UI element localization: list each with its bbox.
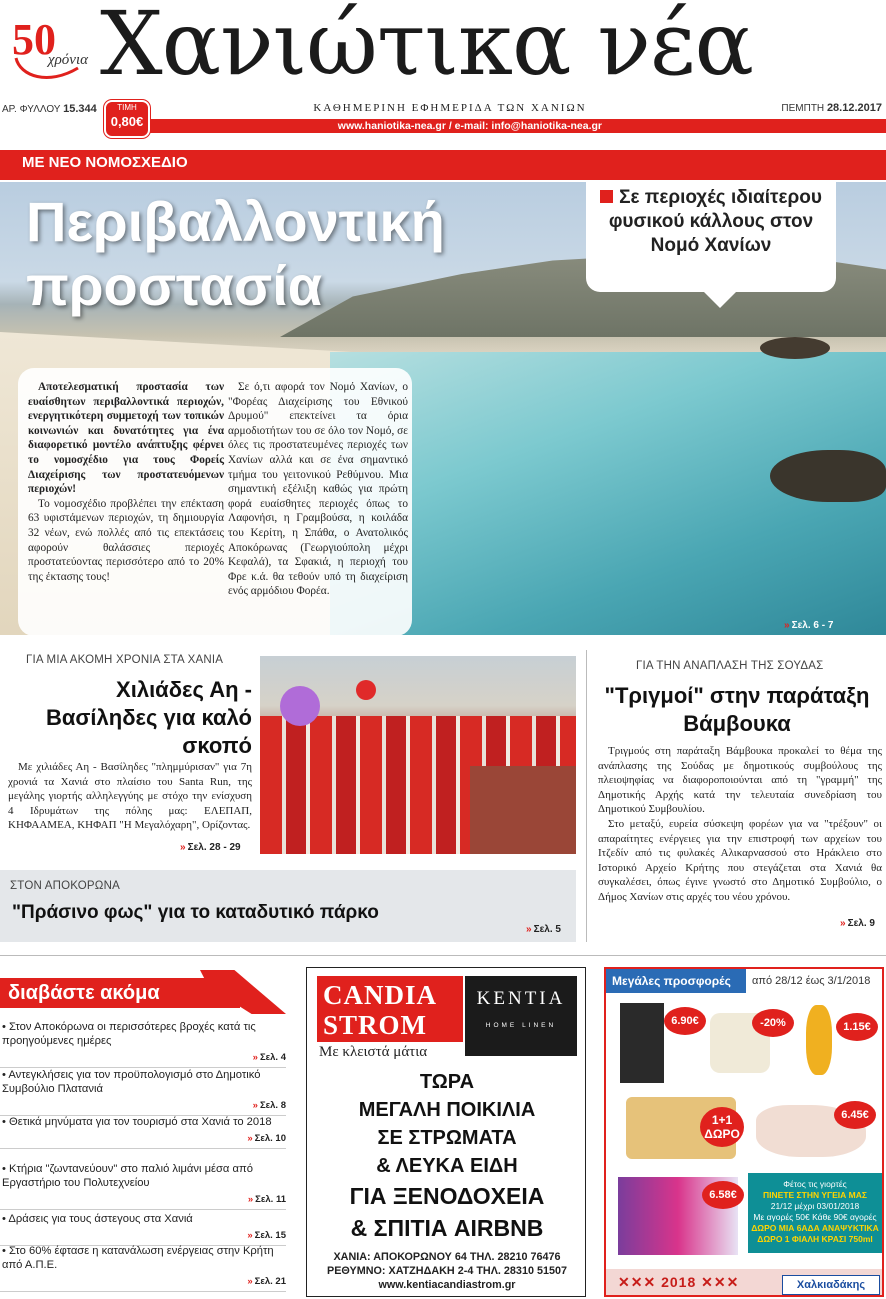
promo-badge: 1+1 ΔΩΡΟ — [700, 1107, 744, 1147]
read-more-item[interactable]: • Κτήρια "ζωντανεύουν" στο παλιό λιμάνι μέσα από Εργαστήριο του Πολυτεχνείου » Σελ. 11 — [0, 1162, 286, 1210]
chalkiadakis-logo: Χαλκιαδάκης — [782, 1275, 880, 1295]
web-contact-bar[interactable]: www.haniotika-nea.gr / e-mail: info@haniotika-nea.gr — [150, 119, 886, 133]
candia-strom-logo: CANDIA STROM — [317, 976, 463, 1042]
column-divider — [586, 650, 587, 942]
ad-address: ΧΑΝΙΑ: ΑΠΟΚΟΡΩΝΟΥ 64 ΤΗΛ. 28210 76476 ΡΕΘΥΜΝΟ: ΧΑΤΖΗΔΑΚΗ 2-4 ΤΗΛ. 28310 51507 www.kentiacandiastrom.gr — [327, 1251, 567, 1291]
section-bar — [0, 150, 886, 180]
tagline: ΚΑΘΗΜΕΡΙΝΗ ΕΦΗΜΕΡΙΔΑ ΤΩΝ ΧΑΝΙΩΝ — [313, 102, 587, 114]
price-badge: 6.90€ — [664, 1007, 706, 1035]
chevron-right-icon: » — [784, 620, 790, 631]
read-more-item[interactable]: • Στο 60% έφτασε η κατανάλωση ενέργειας στην Κρήτη από Α.Π.Ε. » Σελ. 21 — [0, 1244, 286, 1292]
ad-footer — [606, 1269, 884, 1297]
price-value: 0,80€ — [110, 114, 144, 129]
park-kicker: ΣΤΟΝ ΑΠΟΚΟΡΩΝΑ — [10, 880, 120, 892]
section-divider — [0, 955, 886, 956]
anniversary-number: 50 — [12, 15, 56, 64]
lead-headline[interactable]: Περιβαλλοντική προστασία — [26, 190, 445, 317]
read-more-item[interactable]: • Θετικά μηνύματα για τον τουρισμό στα Χανιά το 2018 » Σελ. 10 — [0, 1115, 286, 1149]
lead-paragraph-2: Σε ό,τι αφορά τον Νομό Χανίων, ο "Φορέας Διαχείρισης του Εθνικού Δρυμού" επεκτείνει τα όρια αρμοδιοτήτων του σε όλο τον Νομό, σε όλες τις προστατευμένες περιοχές των Χανίων αλλά και σε ένα σημαντικό τμήμα του γειτονικού Ρεθύμνου. Μια σημαντική εξέλιξη καθώς για πρώτη φορά ευαίσθητες περιοχές όπως το Λαφονήσι, η Γραμβούσα, η κοιλάδα του Κερίτη, η Σπάθα, ο Ανατολικός Αποκόρωνας (Γεωργιούπολη μέχρι Κεφαλά), τα Σφακιά, η περιοχή του Φρε κ.ά. θα τεθούν υπό τη διαχείριση ενός αρμόδιου Φορέα. — [228, 381, 408, 598]
chevron-right-icon: » — [180, 842, 186, 853]
souda-kicker: ΓΙΑ ΤΗΝ ΑΝΑΠΛΑΣΗ ΤΗΣ ΣΟΥΔΑΣ — [636, 660, 824, 672]
read-more-item[interactable]: • Στον Αποκόρωνα οι περισσότερες βροχές κατά τις προηγούμενες ημέρες » Σελ. 4 — [0, 1020, 286, 1068]
promo-box: Φέτος τις γιορτές ΠΙΝΕΤΕ ΣΤΗΝ ΥΓΕΙΑ ΜΑΣ 21/12 μέχρι 03/01/2018 Με αγορές 50€ Κάθε 90€ αγορές ΔΩΡΟ ΜΙΑ 6ΑΔΑ ΑΝΑΨΥΚΤΙΚΑ ΔΩΡΟ 1 ΦΙΑΛΗ ΚΡΑΣΙ 750ml — [748, 1173, 882, 1253]
lead-paragraph-1: Το νομοσχέδιο προβλέπει την επέκταση 63 υφιστάμενων περιοχών, τη δημιουργία 32 νέων, ενώ πολλές από τις επεκτάσεις αφορούν θαλάσσιες περιοχές προστατεύοντας περισσότερο από το 20% της έκτασης τους! — [28, 497, 224, 583]
bullet-square-icon — [600, 190, 613, 203]
newspaper-title: Χανιώτικα νέα — [100, 0, 753, 95]
price-badge: 6.45€ — [834, 1101, 876, 1129]
kentia-logo: KENTIA HOME LINEN — [465, 976, 577, 1056]
lead-text-box — [18, 368, 412, 636]
issue-number: ΑΡ. ΦΥΛΛΟΥ 15.344 — [2, 103, 97, 115]
souda-text: Τριγμούς στη παράταξη Βάμβουκα προκαλεί το θέμα της ανάπλασης της Σούδας με δημοτικούς συμβούλους της πλειοψηφίας να διαφοροποιούνται από τη "γραμμή" της Δημοτικής Αρχής κατά την τελευταία συνεδρίαση του Δημοτικού Συμβουλίου. Στο μεταξύ, ευρεία σύσκεψη φορέων για να "τρέξουν" οι απαραίτητες ενέργειες για την επιστροφή των αρχείων του Ιτζεδίν από τις φυλακές Αλικαρνασσού στο Ηράκλειο στο Ιστορικό Αρχείο Κρήτης που στεγάζεται στα Χανιά θα συγκαλέσει, όπως έγινε γνωστό στο Δημοτικό Συμβούλιο, ο Δήμος Χανίων στις αρχές του νέου χρόνου. — [598, 745, 882, 903]
chalkiadakis-ad[interactable] — [604, 967, 884, 1297]
lead-intro: Αποτελεσματική προστασία των ευαίσθητων περιβαλλοντικά περιοχών, ενεργητικότερη συμμετοχή των τοπικών κοινωνιών και δυνατότητες για ένα διαφορετικό μοντέλο ανάπτυξης φέρνει το νομοσχέδιο για τους Φορείς Διαχείρισης των προστατευόμενων περιοχών! — [28, 381, 224, 496]
ad-offers-dates: από 28/12 έως 3/1/2018 — [752, 975, 871, 987]
product-wine — [620, 1003, 664, 1083]
price-badge: -20% — [752, 1009, 794, 1037]
lead-page-ref[interactable]: » Σελ. 6 - 7 — [784, 620, 834, 631]
ad-year: ✕✕✕ 2018 ✕✕✕ — [618, 1274, 740, 1290]
anniversary-logo — [8, 14, 100, 86]
ad-slogan: Με κλειστά μάτια — [319, 1044, 428, 1060]
chevron-right-icon: » — [840, 918, 846, 929]
park-headline[interactable]: "Πράσινο φως" για το καταδυτικό πάρκο — [12, 902, 379, 923]
price-badge — [104, 100, 150, 138]
read-more-heading: διαβάστε ακόμα — [0, 970, 286, 1014]
santa-text: Με χιλιάδες Αη - Βασίληδες "πλημμύρισαν" για 7η χρονιά τα Χανιά στο πλαίσιο του Santa Run, της μεγάλης γιορτής αλληλεγγύης με στόχο την ενίσχυση 4 Ιδρυμάτων της πόλης μας: ΕΛΕΠΑΠ, ΚΗΦΑΑΜΕΑ, ΚΗΦΑΠ "Η Μεγαλόχαρη", Ορίζοντας. — [8, 761, 252, 832]
chevron-right-icon: » — [526, 924, 532, 935]
price-label: ΤΙΜΗ — [117, 103, 137, 112]
anniversary-word: χρόνια — [48, 52, 88, 68]
lead-kicker: Σε περιοχές ιδιαίτερου φυσικού κάλλους στον Νομό Χανίων — [586, 182, 836, 292]
price-badge: 6.58€ — [702, 1181, 744, 1209]
santa-page-ref[interactable]: » Σελ. 28 - 29 — [180, 842, 241, 853]
santa-headline[interactable]: Χιλιάδες Αη - Βασίληδες για καλό σκοπό — [45, 677, 252, 758]
santa-run-photo — [260, 656, 576, 854]
price-badge: 1.15€ — [836, 1013, 878, 1041]
souda-headline[interactable]: "Τριγμοί" στην παράταξη Βάμβουκα — [604, 683, 870, 736]
souda-page-ref[interactable]: » Σελ. 9 — [840, 918, 875, 929]
section-bar-label: ΜΕ ΝΕΟ ΝΟΜΟΣΧΕΔΙΟ — [22, 154, 188, 171]
read-more-item[interactable]: • Δράσεις για τους άστεγους στα Χανιά » Σελ. 15 — [0, 1212, 286, 1246]
ad-main-text: ΤΩΡΑ ΜΕΓΑΛΗ ΠΟΙΚΙΛΙΑ ΣΕ ΣΤΡΩΜΑΤΑ & ΛΕΥΚΑ ΕΙΔΗ ΓΙΑ ΞΕΝΟΔΟΧΕΙΑ & ΣΠΙΤΙΑ AIRBNB — [349, 1071, 545, 1241]
ad-offers-label: Μεγάλες προσφορές — [606, 969, 746, 993]
issue-date: ΠΕΜΠΤΗ 28.12.2017 — [781, 102, 882, 114]
product-pineapple — [806, 1005, 832, 1075]
santa-kicker: ΓΙΑ ΜΙΑ ΑΚΟΜΗ ΧΡΟΝΙΑ ΣΤΑ ΧΑΝΙΑ — [26, 654, 224, 666]
read-more-item[interactable]: • Αντεγκλήσεις για τον προϋπολογισμό στο Δημοτικό Συμβούλιο Πλατανιά » Σελ. 8 — [0, 1068, 286, 1116]
park-page-ref[interactable]: » Σελ. 5 — [526, 924, 561, 935]
candia-strom-ad[interactable] — [306, 967, 586, 1297]
